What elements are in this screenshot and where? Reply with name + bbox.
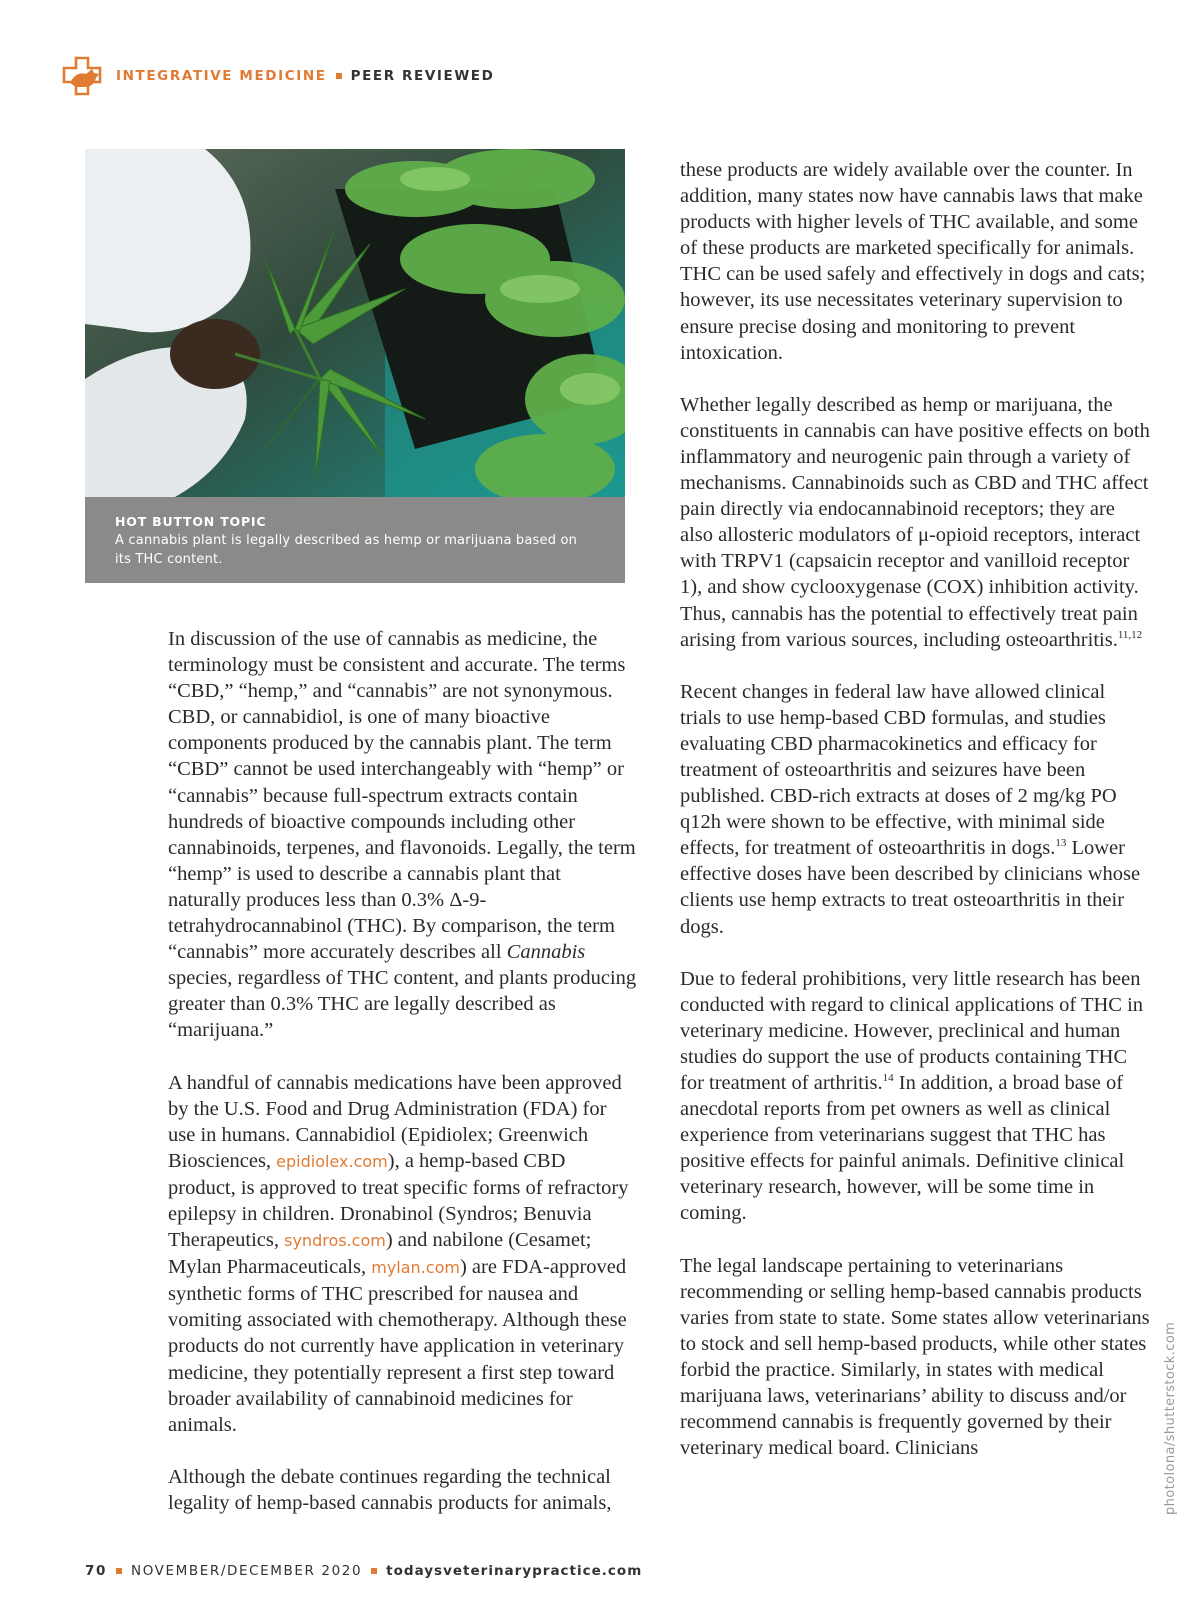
website-link[interactable]: todaysveterinarypractice.com [386, 1563, 643, 1579]
paragraph-text: ), a hemp-based CBD product, is approved to treat specific forms of refractory epilepsy in children. Dronabinol (Syndros; Benuvia Therapeutics, [168, 1149, 629, 1252]
paragraph-text: Lower effective doses have been described by clinicians whose clients use hemp extracts to treat osteoarthritis in their dogs. [680, 837, 1141, 938]
mylan-link[interactable]: mylan.com [371, 1258, 460, 1278]
syndros-link[interactable]: syndros.com [284, 1231, 386, 1251]
page-number: 70 [85, 1563, 107, 1579]
left-text-column [168, 626, 638, 1542]
section-label: INTEGRATIVE MEDICINE [116, 68, 327, 84]
figure [85, 149, 625, 583]
paragraph: these products are widely available over the counter. In addition, many states now have cannabis laws that make products with higher levels of THC available, and some of these products are marketed specifically for animals. THC can be used safely and effectively in dogs and cats; however, its use necessitates veterinary supervision to ensure precise dosing and monitoring to prevent intoxication. [680, 159, 1146, 364]
paragraph: Although the debate continues regarding the technical legality of hemp-based cannabis products for animals, [168, 1465, 612, 1514]
separator-square [336, 73, 342, 79]
caption-title: HOT BUTTON TOPIC [115, 514, 267, 529]
running-header [60, 56, 494, 96]
paragraph-text: In discussion of the use of cannabis as medicine, the terminology must be consistent and accurate. The terms “CBD,” “hemp,” and “cannabis” are not synonymous. CBD, or cannabidiol, is one of many bioactive components produced by the cannabis plant. The term “CBD” cannot be used interchangeably with “hemp” or “cannabis” because full-spectrum extracts contain hundreds of bioactive compounds including other cannabinoids, terpenes, and flavonoids. Legally, the term “hemp” is used to describe a cannabis plant that naturally produces less than 0.3% Δ-9-tetrahydrocannabinol (THC). By comparison, the term “cannabis” more accurately describes all [168, 628, 636, 964]
separator-square [371, 1568, 377, 1574]
reference-superscript: 11,12 [1117, 628, 1143, 641]
figure-caption [85, 497, 625, 583]
paragraph-text: Whether legally described as hemp or marijuana, the constituents in cannabis can have positive effects on both inflammatory and neurogenic pain through a variety of mechanisms. Cannabinoids such as CBD and THC affect pain directly via endocannabinoid receptors; they are also allosteric modulators of μ-opioid receptors, interact with TRPV1 (capsaicin receptor and vanilloid receptor 1), and show cyclooxygenase (COX) inhibition activity. Thus, cannabis has the potential to effectively treat pain arising from various sources, including osteoarthritis. [680, 393, 1150, 651]
epidiolex-link[interactable]: epidiolex.com [276, 1151, 388, 1171]
paragraph-text: Due to federal prohibitions, very little research has been conducted with regard to clinical applications of THC in veterinary medicine. However, preclinical and human studies do support the use of products containing THC for treatment of arthritis. [680, 967, 1144, 1094]
medical-cross-pet-logo-icon [60, 56, 106, 96]
issue-date: NOVEMBER/DECEMBER 2020 [131, 1563, 363, 1579]
paragraph [680, 679, 1150, 940]
paragraph-text: A handful of cannabis medications have been approved by the U.S. Food and Drug Administration (FDA) for use in humans. Cannabidiol (Epidiolex; Greenwich Biosciences, [168, 1071, 622, 1172]
paragraph-text: ) and nabilone (Cesamet; Mylan Pharmaceuticals, [168, 1229, 592, 1279]
caption-text: A cannabis plant is legally described as hemp or marijuana based on its THC content. [115, 533, 578, 567]
paragraph-text: species, regardless of THC content, and plants producing greater than 0.3% THC are legally described as “marijuana.” [168, 967, 637, 1042]
paragraph [680, 392, 1150, 653]
paragraph [168, 1070, 638, 1438]
paragraph-text: Recent changes in federal law have allowed clinical trials to use hemp-based CBD formulas, and studies evaluating CBD pharmacokinetics and efficacy for treatment of osteoarthritis and seizures have been published. CBD-rich extracts at doses of 2 mg/kg PO q12h were shown to be effective, with minimal side effects, for treatment of osteoarthritis in dogs. [680, 680, 1117, 860]
photo-credit: photolona/shutterstock.com [1163, 1321, 1178, 1515]
page-footer [85, 1563, 642, 1579]
reference-superscript: 13 [1055, 837, 1067, 850]
paragraph: The legal landscape pertaining to veterinarians recommending or selling hemp-based cannabis products varies from state to state. Some states allow veterinarians to stock and sell hemp-based products, while other states forbid the practice. Similarly, in states with medical marijuana laws, veterinarians’ ability to discuss and/or recommend cannabis is frequently governed by their veterinary medical board. Clinicians [680, 1254, 1150, 1460]
paragraph-text: ) are FDA-approved synthetic forms of THC prescribed for nausea and vomiting associated with chemotherapy. Although these products do not currently have application in veterinary medicine, they potentially represent a first step toward broader availability of cannabinoid medicines for animals. [168, 1256, 627, 1436]
peer-reviewed-label: PEER REVIEWED [350, 68, 495, 84]
paragraph [168, 626, 638, 1044]
right-text-column [680, 157, 1150, 1487]
paragraph-text: In addition, a broad base of anecdotal reports from pet owners as well as clinical experience from veterinarians suggest that THC has positive effects for painful animals. Definitive clinical veterinary research, however, will be some time in coming. [680, 1072, 1125, 1225]
cannabis-plant-photo [85, 149, 625, 497]
paragraph [680, 966, 1150, 1227]
italic-term: Cannabis [506, 941, 586, 964]
separator-square [116, 1568, 122, 1574]
reference-superscript: 14 [882, 1072, 894, 1085]
